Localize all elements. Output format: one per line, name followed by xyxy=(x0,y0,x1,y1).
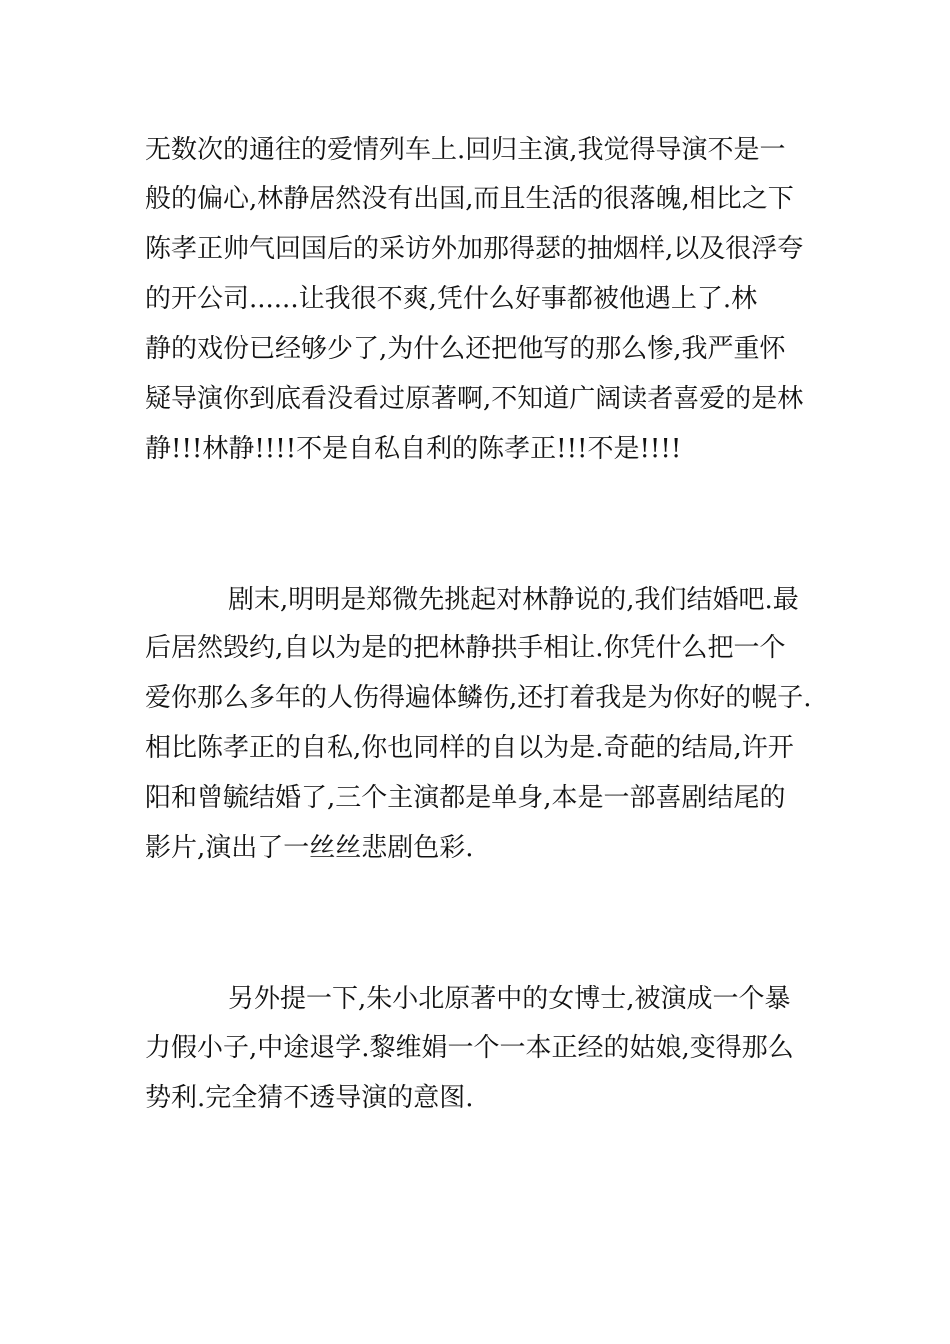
paragraph-1-line-6: 疑导演你到底看没看过原著啊,不知道广阔读者喜爱的是林 xyxy=(145,384,804,414)
paragraph-3-line-3: 势利.完全猜不透导演的意图. xyxy=(145,1083,474,1113)
paragraph-2-line-1: 剧末,明明是郑微先挑起对林静说的,我们结婚吧.最 xyxy=(228,585,799,615)
paragraph-1-line-3: 陈孝正帅气回国后的采访外加那得瑟的抽烟样,以及很浮夸 xyxy=(145,234,804,264)
paragraph-1-line-5: 静的戏份已经够少了,为什么还把他写的那么惨,我严重怀 xyxy=(145,334,786,364)
paragraph-1-line-1: 无数次的通往的爱情列车上.回归主演,我觉得导演不是一 xyxy=(145,135,786,165)
paragraph-3-line-2: 力假小子,中途退学.黎维娟一个一本正经的姑娘,变得那么 xyxy=(145,1033,794,1063)
paragraph-1-line-2: 般的偏心,林静居然没有出国,而且生活的很落魄,相比之下 xyxy=(145,184,794,214)
paragraph-2-line-5: 阳和曾毓结婚了,三个主演都是单身,本是一部喜剧结尾的 xyxy=(145,783,786,813)
paragraph-1-line-7: 静!!!林静!!!!不是自私自利的陈孝正!!!不是!!!! xyxy=(145,434,682,464)
paragraph-2-line-2: 后居然毁约,自以为是的把林静拱手相让.你凭什么把一个 xyxy=(145,633,786,663)
paragraph-2-line-6: 影片,演出了一丝丝悲剧色彩. xyxy=(145,833,474,863)
paragraph-3-line-1: 另外提一下,朱小北原著中的女博士,被演成一个暴 xyxy=(228,984,791,1014)
paragraph-2-line-3: 爱你那么多年的人伤得遍体鳞伤,还打着我是为你好的幌子. xyxy=(145,683,812,713)
paragraph-2-line-4: 相比陈孝正的自私,你也同样的自以为是.奇葩的结局,许开 xyxy=(145,733,794,763)
paragraph-1-line-4: 的开公司......让我很不爽,凭什么好事都被他遇上了.林 xyxy=(145,284,758,314)
